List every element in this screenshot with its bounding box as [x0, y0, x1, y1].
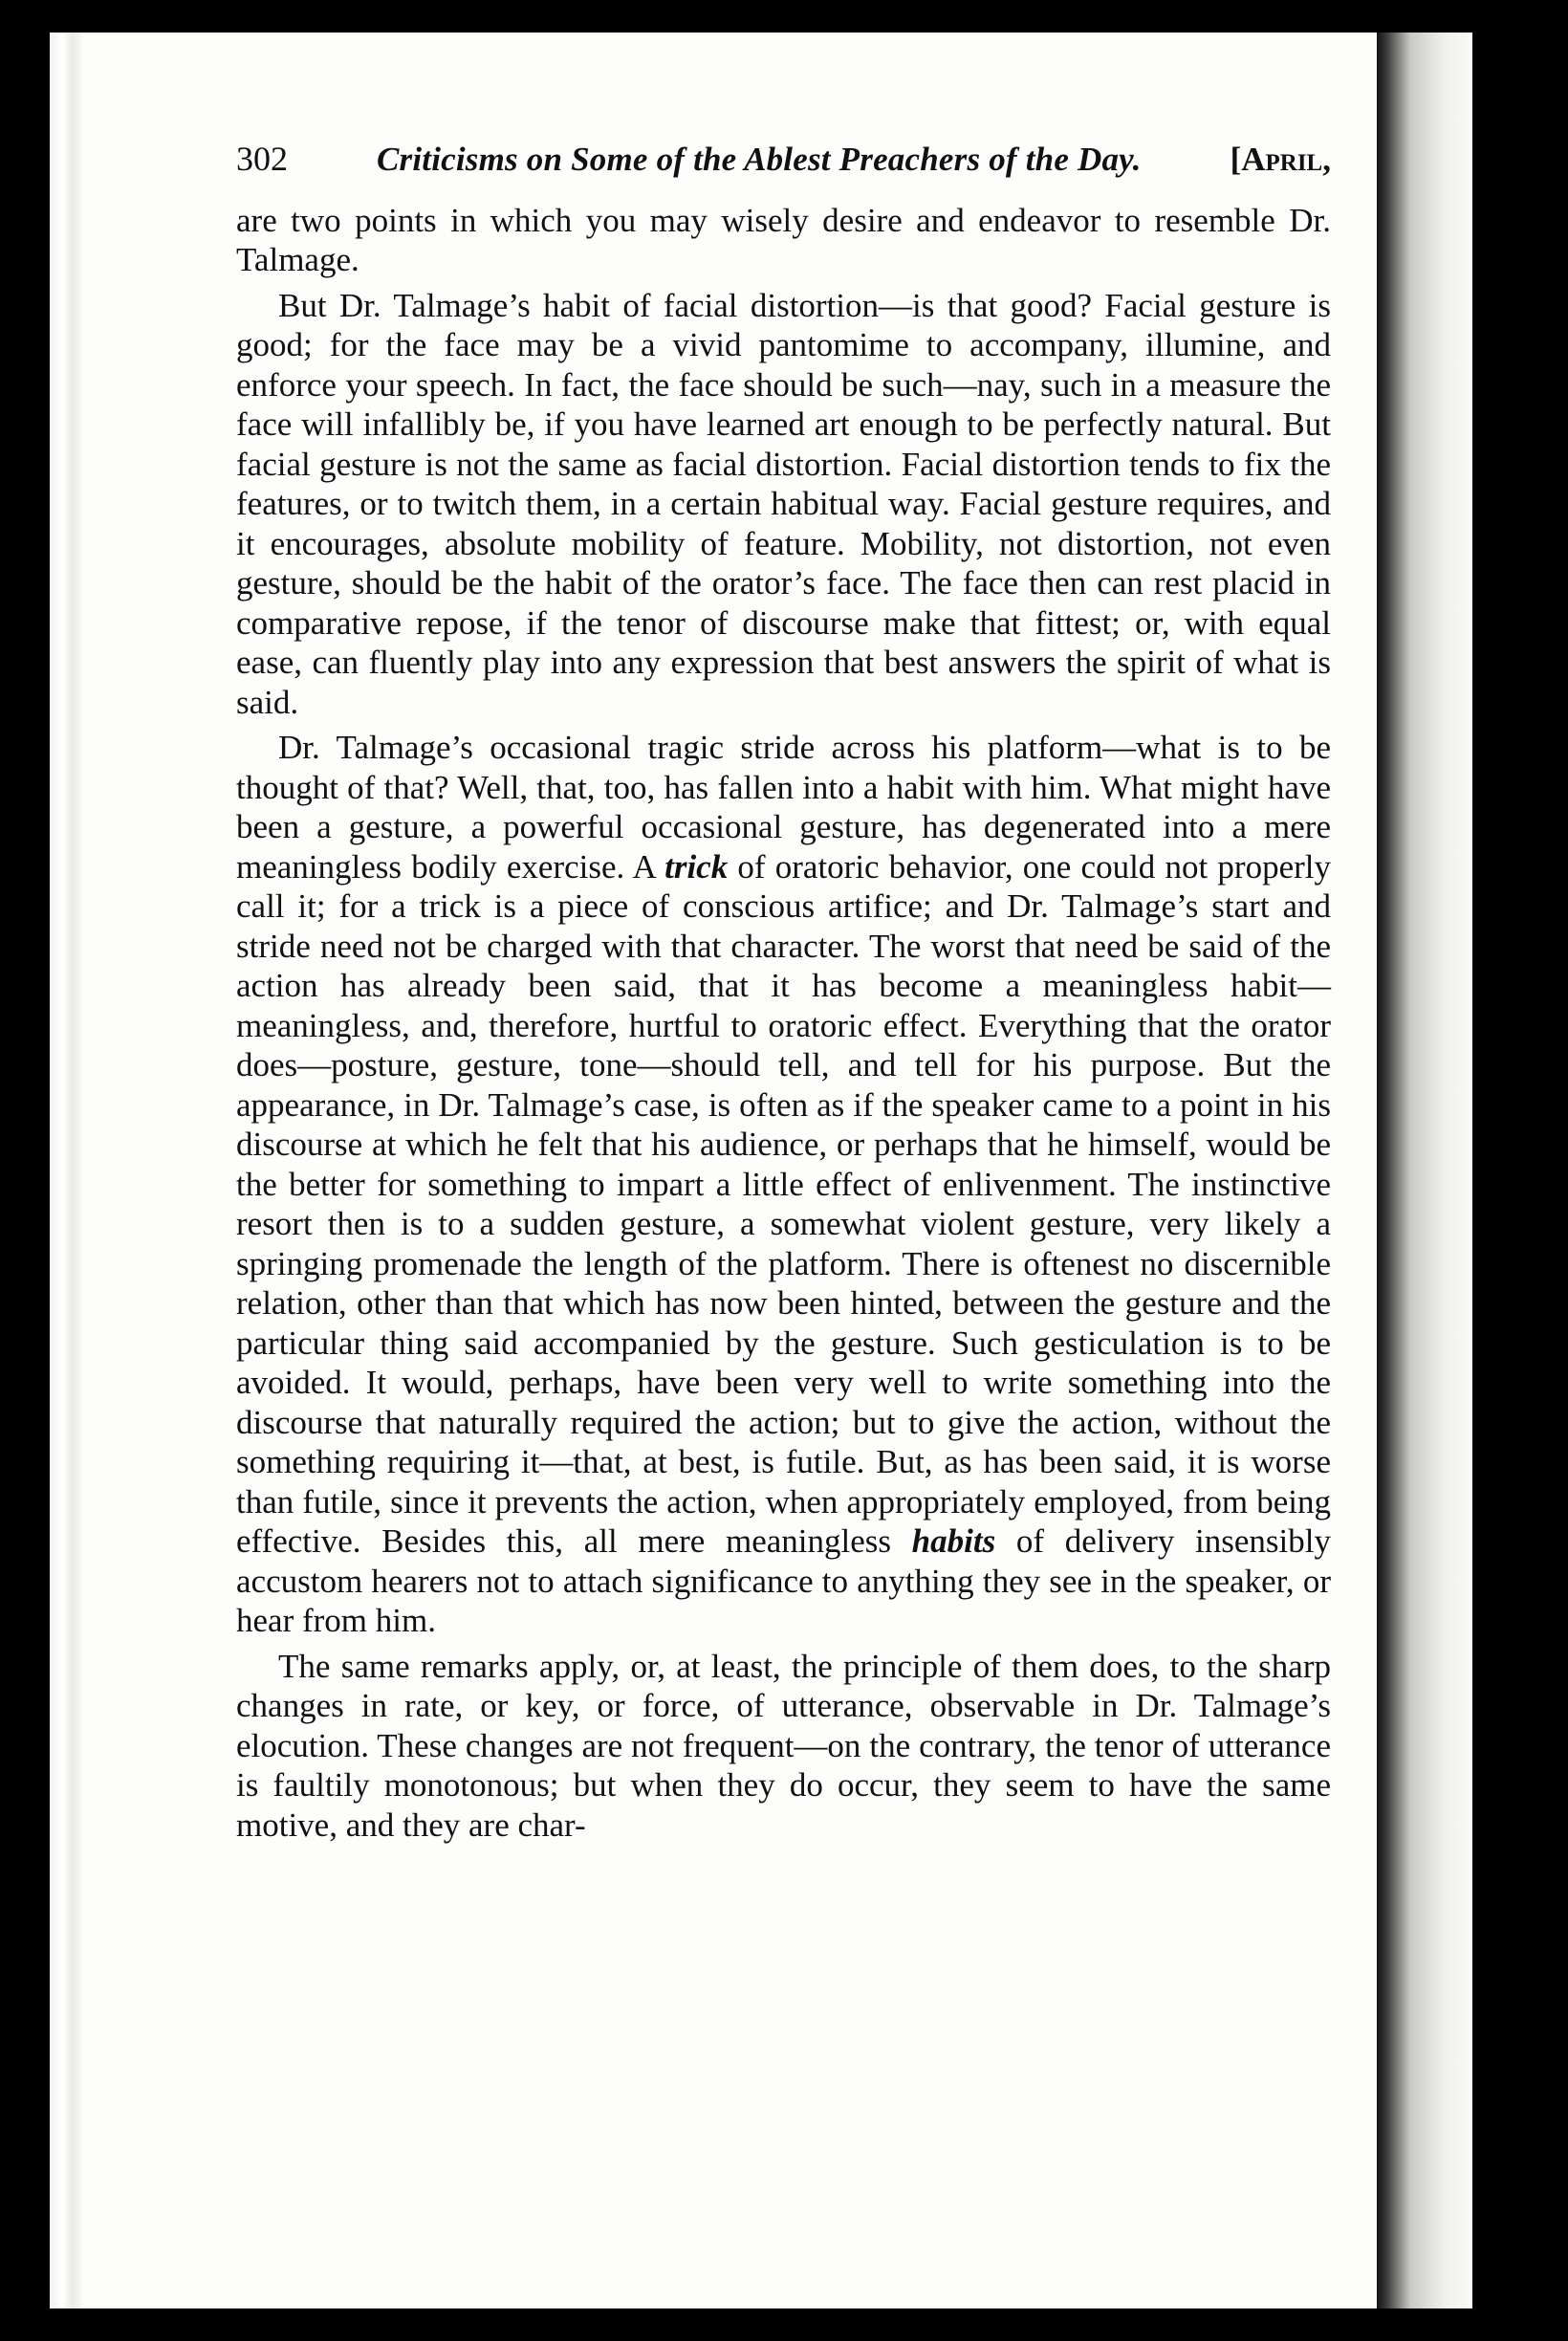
page-edge [50, 33, 82, 2308]
paragraph-3-text-a: Dr. Talmage’s occasional tragic stride across his platform—what is to be thought of that? Well, that, too, has fallen into a habit with him. What might have been a gesture, a powerful occasional gesture, has degenerated into a mere meaningless bodily exercise. A [236, 729, 1331, 886]
text-column [236, 140, 1331, 1845]
emphasis-trick: trick [664, 847, 729, 886]
running-month: [April, [1230, 141, 1331, 178]
paragraph-4: The same remarks apply, or, at least, the principle of them does, to the sharp changes in rate, or key, or force, of utterance, observable in Dr. Talmage’s elocution. These changes are not frequent—on the contrary, the tenor of utterance is faultily monotonous; but when they do occur, they seem to have the same motive, and they are char- [236, 1647, 1331, 1844]
running-head [236, 140, 1331, 180]
page-number: 302 [236, 140, 288, 178]
running-title: Criticisms on Some of the Ablest Preachers of the Day. [376, 141, 1142, 178]
paragraph-3-text-b: of oratoric behavior, one could not properly call it; for a trick is a piece of conscious artifice; and Dr. Talmage’s start and stride need not be charged with that character. The worst that need be said of the action has already been said, that it has become a meaningless habit—meaningless, and, therefore, hurtful to oratoric effect. Everything that the orator does—posture, gesture, tone—should tell, and tell for his purpose. But the appearance, in Dr. Talmage’s case, is often as if the speaker came to a point in his discourse at which he felt that his audience, or perhaps that he himself, would be the better for something to impart a little effect of enlivenment. The instinctive resort then is to a sudden gesture, a somewhat violent gesture, very likely a springing promenade the length of the platform. There is oftenest no discernible relation, other than that which has now been hinted, between the gesture and the particular thing said accompanied by the gesture. Such gesticulation is to be avoided. It would, perhaps, have been very well to write something into the discourse that naturally required the action; but to give the action, without the something requiring it—that, at best, is futile. But, as has been said, it is worse than futile, since it prevents the action, when appropriately employed, from being effective. Besides this, all mere meaningless [236, 847, 1331, 1560]
book-page [50, 33, 1472, 2308]
paragraph-3-text-c: of delivery insensibly accustom hearers not to attach significance to anything they see in the speaker, or hear from him. [236, 1522, 1331, 1639]
emphasis-habits: habits [911, 1522, 996, 1560]
paragraph-2: But Dr. Talmage’s habit of facial distortion—is that good? Facial gesture is good; for the face may be a vivid pantomime to accompany, illumine, and enforce your speech. In fact, the face should be such—nay, such in a measure the face will infallibly be, if you have learned art enough to be perfectly natural. But facial gesture is not the same as facial distortion. Facial distortion tends to fix the features, or to twitch them, in a certain habitual way. Facial gesture requires, and it encourages, absolute mobility of feature. Mobility, not distortion, not even gesture, should be the habit of the orator’s face. The face then can rest placid in comparative repose, if the tenor of discourse make that fittest; or, with equal ease, can fluently play into any expression that best answers the spirit of what is said. [236, 286, 1331, 721]
facing-page-edge [1377, 33, 1472, 2308]
paragraph-1: are two points in which you may wisely desire and endeavor to resemble Dr. Talmage. [236, 201, 1331, 278]
paragraph-3 [236, 728, 1331, 1641]
